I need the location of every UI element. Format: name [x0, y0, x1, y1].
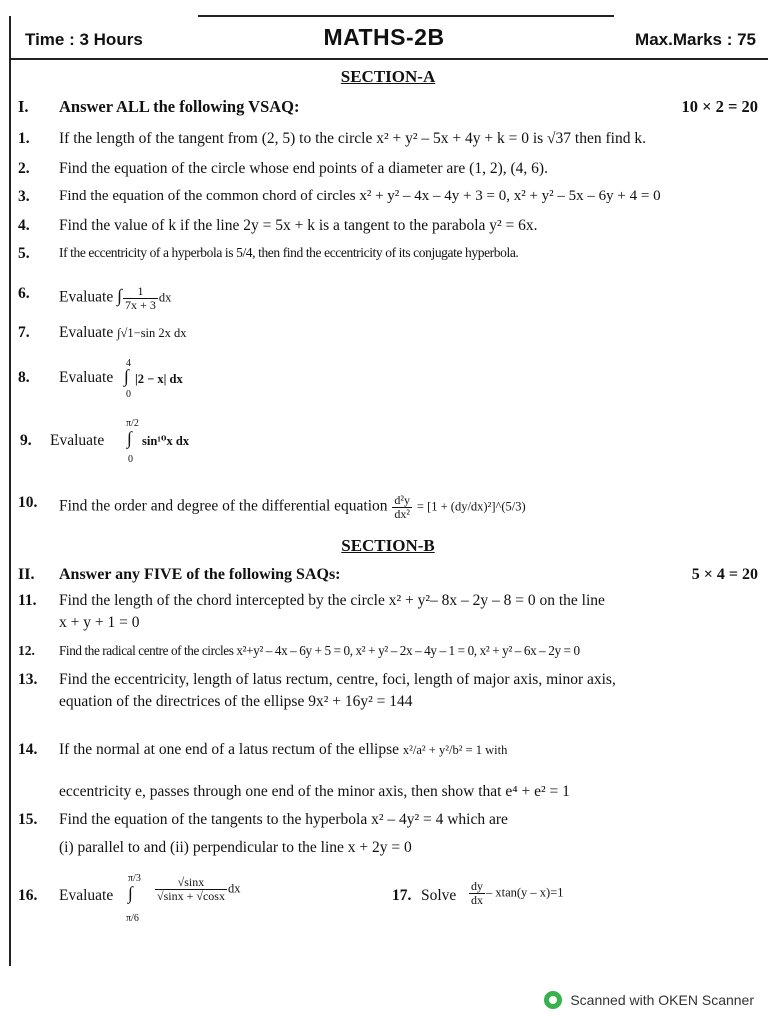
integral-lower-limit: 0: [128, 454, 133, 465]
question-text: Find the equation of the common chord of circles x² + y² – 4x – 4y + 3 = 0, x² + y² – 5x – 6y + 4 = 0: [59, 188, 661, 204]
question-number: 9.: [20, 432, 32, 449]
fraction-denominator: √sinx + √cosx: [157, 888, 225, 903]
section-b-instruction: Answer any FIVE of the following SAQs:: [59, 566, 341, 583]
math-expression: ∫√1−sin 2x dx: [117, 326, 187, 340]
question-number: 8.: [18, 369, 30, 386]
question-number: 11.: [18, 592, 37, 609]
question-number: 17.: [392, 887, 412, 904]
integral-upper-limit: π/2: [126, 418, 139, 429]
fraction: [123, 285, 158, 311]
section-a-title: SECTION-A: [340, 67, 436, 86]
question-row: [18, 592, 758, 636]
fraction-numerator: 1: [123, 285, 158, 299]
question-number: 1.: [18, 130, 30, 147]
exam-max-marks: Max.Marks : 75: [635, 30, 756, 49]
question-text: [59, 494, 526, 520]
integral-sign: ∫: [127, 428, 132, 448]
integral-lower-limit: 0: [126, 389, 131, 400]
question-verb: Evaluate: [59, 324, 114, 341]
question-number: 5.: [18, 245, 30, 262]
question-text: Evaluate: [50, 432, 105, 449]
question-text-continued: (i) parallel to and (ii) perpendicular to the line x + 2y = 0: [59, 839, 412, 856]
scanner-watermark: [544, 991, 754, 1009]
fraction: [155, 876, 227, 902]
question-row: [18, 873, 758, 925]
math-expression: – xtan(y – x)=1: [486, 885, 564, 900]
header-rule: [9, 58, 768, 60]
question-row: [18, 737, 758, 807]
question-text: Evaluate: [59, 887, 114, 904]
question-text-continued: eccentricity e, passes through one end of the minor axis, then show that e⁴ + e² = 1: [59, 783, 570, 800]
question-number: 16.: [18, 887, 38, 904]
section-a-instruction: Answer ALL the following VSAQ:: [59, 97, 300, 116]
integral-upper-limit: π/3: [128, 873, 141, 884]
left-margin-rule: [9, 16, 11, 966]
fraction-numerator: d²y: [394, 493, 411, 507]
question-number: 3.: [18, 188, 30, 205]
math-expression: |2 − x| dx: [135, 372, 183, 386]
question-number: 4.: [18, 217, 30, 234]
integral-sign: ∫: [124, 366, 129, 386]
exam-time: Time : 3 Hours: [25, 30, 143, 49]
fraction: [392, 494, 412, 520]
question-row: [18, 282, 758, 312]
scanner-watermark-text: Scanned with OKEN Scanner: [570, 992, 754, 1008]
question-row: [18, 485, 758, 523]
question-clause: If the normal at one end of a latus rectum of the ellipse: [59, 741, 400, 758]
integral-upper-limit: 4: [126, 358, 131, 369]
question-number: 15.: [18, 811, 38, 828]
question-text: Find the equation of the tangents to the hyperbola x² – 4y² = 4 which are: [59, 811, 508, 828]
section-a-marks: 10 × 2 = 20: [681, 97, 758, 116]
question-text: Find the equation of the circle whose end points of a diameter are (1, 2), (4, 6).: [59, 160, 548, 177]
question-text: [59, 285, 171, 311]
integral-differential: dx: [158, 290, 172, 305]
math-expression: = [1 + (dy/dx)²]^(5/3): [416, 499, 526, 514]
question-number: 7.: [18, 324, 30, 341]
question-verb: Find the order and degree of the differential equation: [59, 497, 388, 515]
question-number: 13.: [18, 671, 38, 688]
question-row: [18, 671, 758, 715]
question-text: Solve: [421, 887, 457, 904]
fraction-numerator: dy: [471, 879, 483, 893]
exam-title: MATHS-2B: [323, 24, 445, 50]
top-rule: [198, 15, 614, 17]
oken-scanner-logo-icon: [544, 991, 562, 1009]
section-b-title: SECTION-B: [341, 536, 435, 555]
integrand: [154, 876, 240, 902]
question-number: 6.: [18, 285, 30, 302]
question-verb: Evaluate: [59, 288, 114, 306]
question-text: Find the value of k if the line 2y = 5x + k is a tangent to the parabola y² = 6x.: [59, 217, 538, 234]
fraction-denominator: 7x + 3: [125, 297, 156, 312]
question-row: [18, 811, 758, 861]
question-number: 14.: [18, 741, 38, 758]
question-row: [18, 358, 758, 402]
fraction-denominator: dx²: [394, 506, 411, 521]
differential-equation: [468, 880, 564, 906]
question-text: Evaluate: [59, 369, 114, 386]
fraction-denominator: dx: [471, 892, 483, 907]
integral-sign: ∫: [128, 883, 133, 903]
question-number: 10.: [18, 494, 38, 511]
section-a-instruction-number: I.: [18, 97, 29, 116]
question-text: If the eccentricity of a hyperbola is 5/4, then find the eccentricity of its conjugate hyperbola.: [59, 245, 519, 260]
section-b-marks: 5 × 4 = 20: [691, 566, 758, 583]
integral-differential: dx: [227, 881, 241, 896]
math-expression: sin¹⁰x dx: [142, 434, 190, 448]
integral-sign: ∫: [117, 285, 123, 306]
question-number: 12.: [18, 643, 35, 658]
question-text: Find the length of the chord intercepted by the circle x² + y²– 8x – 2y – 8 = 0 on the line: [59, 592, 605, 609]
question-text-continued: equation of the directrices of the ellipse 9x² + 16y² = 144: [59, 693, 413, 710]
fraction: [469, 880, 485, 906]
question-text: Find the radical centre of the circles x²+y² – 4x – 6y + 5 = 0, x² + y² – 2x – 4y – 1 = 0, x² + y² – 6x – 2y = 0: [59, 643, 580, 658]
fraction-numerator: √sinx: [155, 876, 227, 890]
question-number: 2.: [18, 160, 30, 177]
question-text-continued: x + y + 1 = 0: [59, 614, 140, 631]
question-text: [59, 741, 507, 759]
integral-lower-limit: π/6: [126, 913, 139, 924]
question-text: Find the eccentricity, length of latus rectum, centre, foci, length of major axis, minor axis,: [59, 671, 616, 688]
math-expression: x²/a² + y²/b² = 1 with: [402, 743, 508, 757]
question-text: If the length of the tangent from (2, 5) to the circle x² + y² – 5x + 4y + k = 0 is √37 then find k.: [59, 130, 646, 147]
section-b-instruction-number: II.: [18, 566, 35, 583]
question-row: [18, 418, 758, 466]
question-text: [59, 324, 187, 342]
